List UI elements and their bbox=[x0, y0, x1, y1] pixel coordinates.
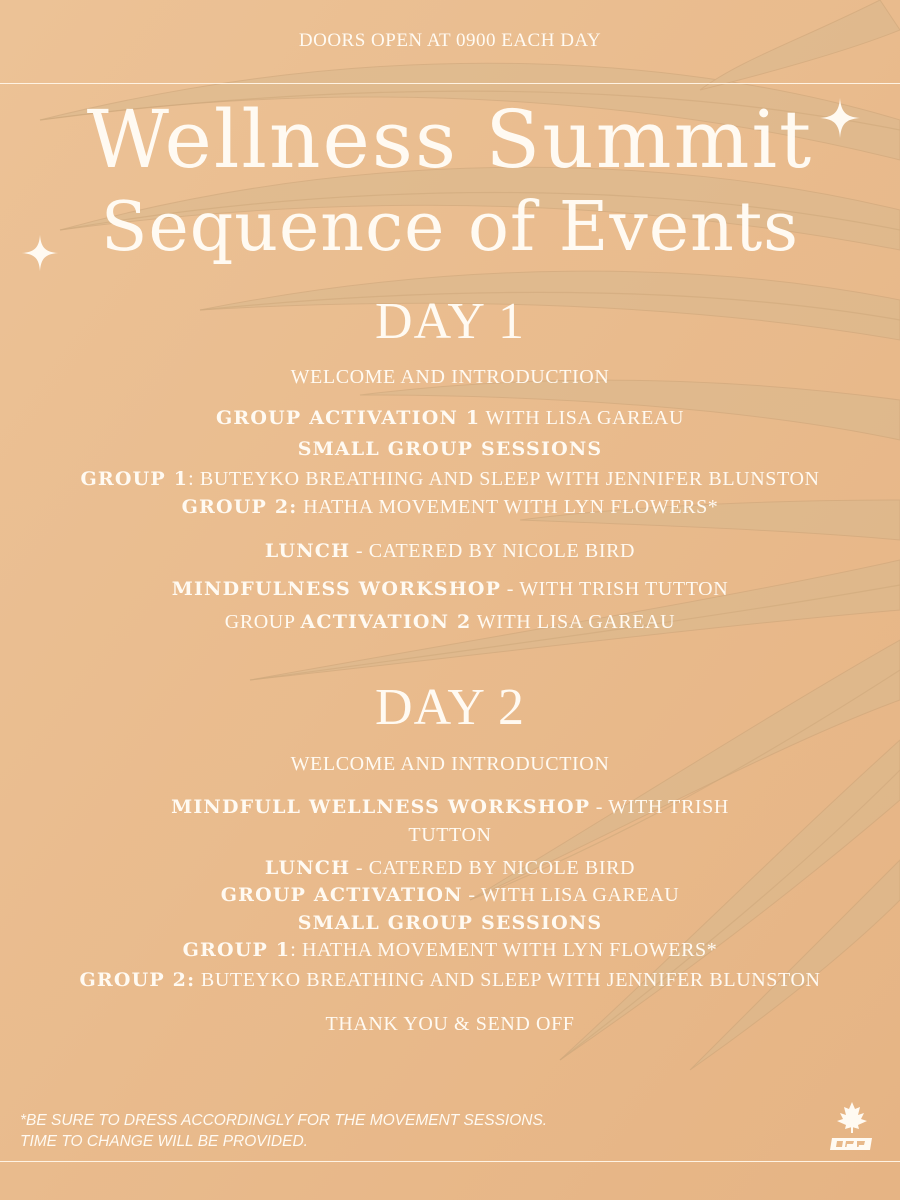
day1-small-group-heading bbox=[0, 438, 900, 461]
day1-lunch-title: LUNCH bbox=[264, 540, 351, 562]
day1-activation1-title: GROUP ACTIVATION 1 bbox=[216, 407, 481, 429]
page-subtitle: Sequence of Events bbox=[100, 188, 800, 267]
day2-workshop bbox=[0, 796, 900, 819]
day2-small-group-heading bbox=[0, 912, 900, 935]
page-title: Wellness Summit bbox=[86, 93, 814, 186]
day1-mindfulness-detail: - WITH TRISH TUTTON bbox=[501, 578, 729, 600]
day2-workshop-title: MINDFULL WELLNESS WORKSHOP bbox=[171, 796, 591, 818]
day1-group2-title: GROUP 2: bbox=[181, 496, 298, 518]
day2-small-group-label: SMALL GROUP SESSIONS bbox=[297, 912, 603, 934]
day1-lunch bbox=[0, 540, 900, 563]
day1-welcome: WELCOME AND INTRODUCTION bbox=[290, 366, 610, 388]
day2-group1-title: GROUP 1 bbox=[182, 939, 291, 961]
day2-lunch-detail: - CATERED BY NICOLE BIRD bbox=[350, 857, 636, 879]
day1-heading: DAY 1 bbox=[375, 293, 525, 350]
day2-heading: DAY 2 bbox=[375, 679, 525, 736]
day1-group1 bbox=[0, 468, 900, 491]
maple-leaf-msp-logo-icon bbox=[828, 1100, 876, 1152]
day2-activation bbox=[0, 884, 900, 907]
day2-workshop-detail: - WITH TRISH bbox=[590, 796, 729, 818]
day2-activation-detail: - WITH LISA GAREAU bbox=[462, 884, 680, 906]
doors-open-notice: DOORS OPEN AT 0900 EACH DAY bbox=[298, 30, 602, 51]
day1-activation2-prefix: GROUP bbox=[224, 611, 301, 633]
day1-group2-detail: HATHA MOVEMENT WITH LYN FLOWERS* bbox=[297, 496, 719, 518]
day1-activation2-title: ACTIVATION 2 bbox=[300, 611, 472, 633]
day1-group2 bbox=[0, 496, 900, 519]
day2-lunch-title: LUNCH bbox=[264, 857, 351, 879]
day2-group1-detail: : HATHA MOVEMENT WITH LYN FLOWERS* bbox=[290, 939, 718, 961]
day1-activation2 bbox=[0, 611, 900, 634]
day1-activation1-detail: WITH LISA GAREAU bbox=[480, 407, 684, 429]
day1-mindfulness-title: MINDFULNESS WORKSHOP bbox=[171, 578, 502, 600]
day1-lunch-detail: - CATERED BY NICOLE BIRD bbox=[350, 540, 636, 562]
dress-note-line1: *BE SURE TO DRESS ACCORDINGLY FOR THE MOVEMENT SESSIONS. bbox=[20, 1112, 548, 1129]
dress-note bbox=[20, 1110, 547, 1152]
dress-note-line2: TIME TO CHANGE WILL BE PROVIDED. bbox=[20, 1133, 308, 1150]
day1-mindfulness bbox=[0, 578, 900, 601]
day1-small-group-label: SMALL GROUP SESSIONS bbox=[297, 438, 603, 460]
day2-sendoff: THANK YOU & SEND OFF bbox=[325, 1013, 575, 1035]
day2-workshop-continued: TUTTON bbox=[408, 824, 492, 846]
day1-group1-detail: : BUTEYKO BREATHING AND SLEEP WITH JENNIFER BLUNSTON bbox=[188, 468, 820, 490]
day1-group1-title: GROUP 1 bbox=[80, 468, 189, 490]
day1-activation2-detail: WITH LISA GAREAU bbox=[471, 611, 676, 633]
day2-welcome: WELCOME AND INTRODUCTION bbox=[290, 753, 610, 775]
bottom-divider bbox=[0, 1161, 900, 1162]
top-divider bbox=[0, 83, 900, 84]
day2-lunch bbox=[0, 857, 900, 880]
day1-activation1 bbox=[0, 407, 900, 430]
day2-group1 bbox=[0, 939, 900, 962]
day2-group2-title: GROUP 2: bbox=[79, 969, 196, 991]
day2-group2-detail: BUTEYKO BREATHING AND SLEEP WITH JENNIFER BLUNSTON bbox=[195, 969, 821, 991]
day2-activation-title: GROUP ACTIVATION bbox=[220, 884, 463, 906]
day2-group2 bbox=[0, 969, 900, 992]
